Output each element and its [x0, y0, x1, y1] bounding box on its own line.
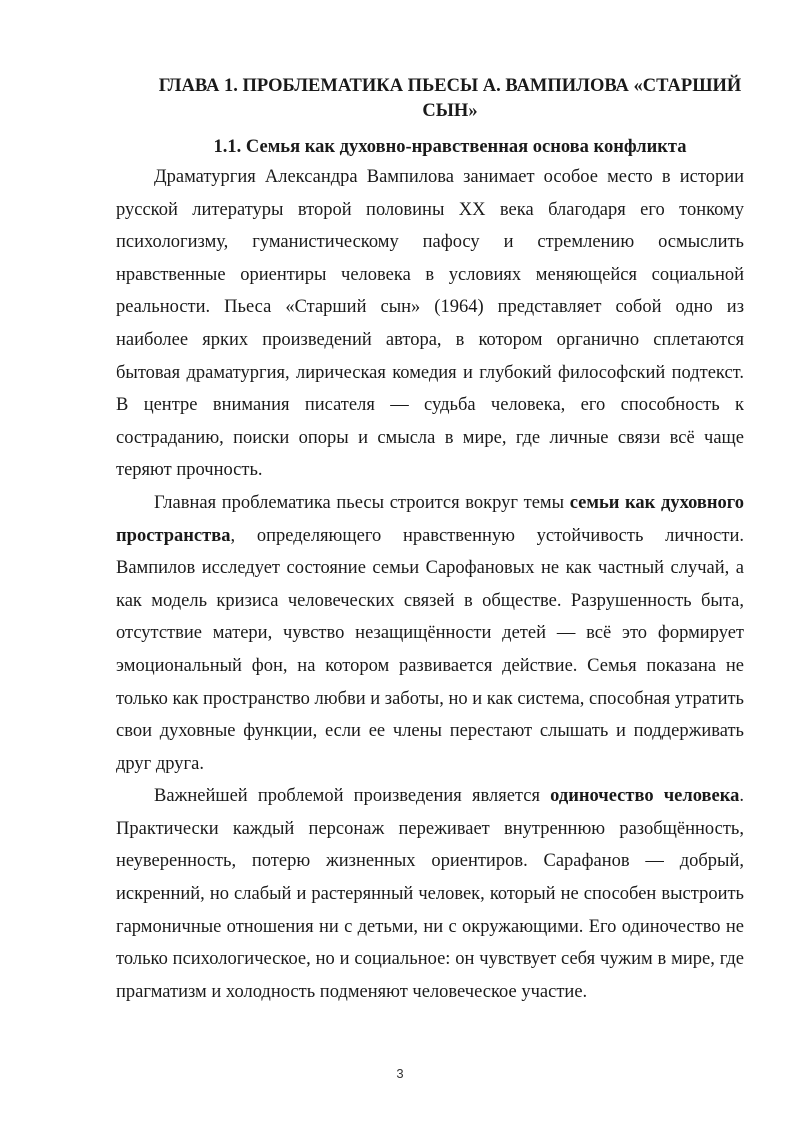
page-content [116, 74, 744, 1008]
paragraph-1: Драматургия Александра Вампилова занимает особое место в истории русской литературы второй половины XX века благодаря его тонкому психологизму, гуманистическому пафосу и стремлению осмыслить нравственные ориентиры человека в условиях меняющейся социальной реальности. Пьеса «Старший сын» (1964) представляет собой одно из наиболее ярких произведений автора, в котором органично сплетаются бытовая драматургия, лирическая комедия и глубокий философский подтекст. В центре внимания писателя — судьба человека, его способность к состраданию, поиски опоры и смысла в мире, где личные связи всё чаще теряют прочность. [116, 167, 744, 481]
paragraph-2-text-after: , определяющего нравственную устойчивость личности. Вампилов исследует состояние семьи Сарофановых не как частный случай, а как модель кризиса человеческих связей в обществе. Разрушенность быта, отсутствие матери, чувство незащищённости детей — всё это формирует эмоциональный фон, на котором развивается действие. Семья показана не только как пространство любви и заботы, но и как система, способная утратить свои духовные функции, если ее члены перестают слышать и поддерживать друг друга. [116, 525, 744, 774]
paragraph-2-emphasis: семьи как духовного пространства [116, 492, 745, 546]
page-number: 3 [396, 1066, 404, 1081]
paragraph-3-text-after: . Практически каждый персонаж переживает внутреннюю разобщённость, неуверенность, потерю жизненных ориентиров. Сарафанов — добрый, искренний, но слабый и растерянный человек, который не способен выстроить гармоничные отношения ни с детьми, ни с окружающими. Его одиночество не только психологическое, но и социальное: он чувствует себя чужим в мире, где прагматизм и холодность подменяют человеческое участие. [116, 786, 745, 1002]
paragraph-3-emphasis: одиночество человека [550, 786, 740, 807]
paragraph-2 [116, 487, 744, 780]
paragraph-3 [116, 780, 744, 1008]
paragraph-3-text-before: Важнейшей проблемой произведения является [154, 786, 551, 807]
paragraph-2-text-before: Главная проблематика пьесы строится вокруг темы [154, 492, 570, 513]
section-title: 1.1. Семья как духовно-нравственная основа конфликта [213, 137, 687, 157]
chapter-title: ГЛАВА 1. ПРОБЛЕМАТИКА ПЬЕСЫ А. ВАМПИЛОВА «СТАРШИЙ СЫН» [158, 76, 742, 121]
